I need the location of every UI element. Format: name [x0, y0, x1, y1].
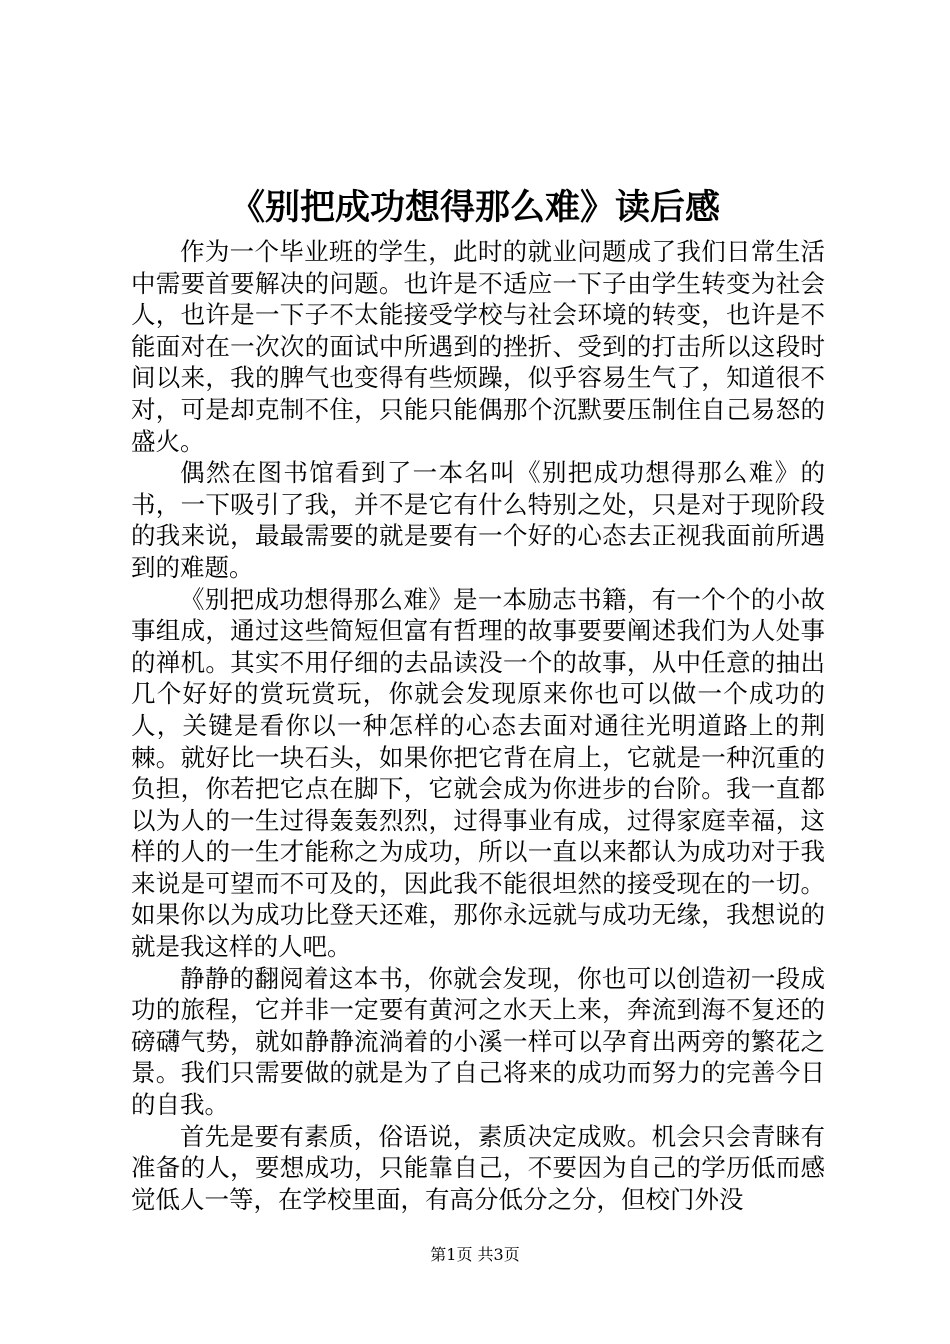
document-body — [131, 236, 825, 1215]
paragraph-5: 首先是要有素质，俗语说，素质决定成败。机会只会青睐有准备的人，要想成功，只能靠自己，不要因为自己的学历低而感觉低人一等，在学校里面，有高分低分之分，但校门外没 — [131, 1121, 825, 1214]
paragraph-1: 作为一个毕业班的学生，此时的就业问题成了我们日常生活中需要首要解决的问题。也许是不适应一下子由学生转变为社会人，也许是一下子不太能接受学校与社会环境的转变，也许是不能面对在一次次的面试中所遇到的挫折、受到的打击所以这段时间以来，我的脾气也变得有些烦躁，似乎容易生气了，知道很不对，可是却克制不住，只能只能偶那个沉默要压制住自己易怒的盛火。 — [131, 237, 825, 456]
paragraph-2: 偶然在图书馆看到了一本名叫《别把成功想得那么难》的书，一下吸引了我，并不是它有什么特别之处，只是对于现阶段的我来说，最最需要的就是要有一个好的心态去正视我面前所遇到的难题。 — [131, 458, 825, 582]
paragraph-3: 《别把成功想得那么难》是一本励志书籍，有一个个的小故事组成，通过这些简短但富有哲理的故事要要阐述我们为人处事的禅机。其实不用仔细的去品读没一个的故事，从中任意的抽出几个好好的赏玩赏玩，你就会发现原来你也可以做一个成功的人，关键是看你以一种怎样的心态去面对通往光明道路上的荆棘。就好比一块石头，如果你把它背在肩上，它就是一种沉重的负担，你若把它点在脚下，它就会成为你进步的台阶。我一直都以为人的一生过得轰轰烈烈，过得事业有成，过得家庭幸福，这样的人的一生才能称之为成功，所以一直以来都认为成功对于我来说是可望而不可及的，因此我不能很坦然的接受现在的一切。如果你以为成功比登天还难，那你永远就与成功无缘，我想说的就是我这样的人吧。 — [131, 584, 825, 962]
paragraph-4: 静静的翻阅着这本书，你就会发现，你也可以创造初一段成功的旅程，它并非一定要有黄河之水天上来，奔流到海不复还的磅礴气势，就如静静流淌着的小溪一样可以孕育出两旁的繁花之景。我们只需要做的就是为了自己将来的成功而努力的完善今日的自我。 — [131, 963, 825, 1120]
page-number-footer: 第1页 共3页 — [430, 1245, 520, 1264]
document-title: 《别把成功想得那么难》读后感 — [229, 187, 720, 228]
